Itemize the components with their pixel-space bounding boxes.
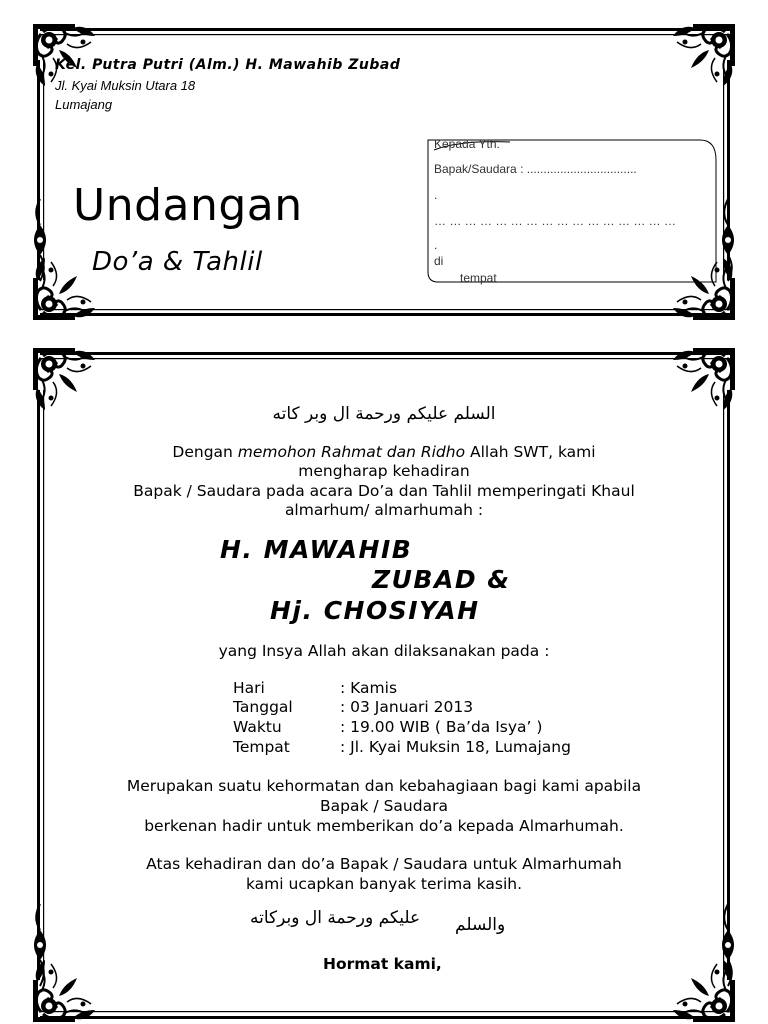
address-dot-2: .	[434, 238, 438, 252]
address-di: di	[434, 254, 444, 268]
closing-arabic-b: والسلم	[455, 915, 506, 935]
address-dots-line: … … … … … … … … … … … … … … … …	[434, 214, 677, 228]
honor-line-3: berkenan hadir untuk memberikan do’a kepada Almarhumah.	[144, 817, 624, 835]
invitation-title: Undangan	[73, 180, 303, 231]
detail-hari-value: : Kamis	[340, 679, 398, 697]
intro-line-3: Bapak / Saudara pada acara Do’a dan Tahlil memperingati Khaul	[133, 482, 635, 500]
sender-family: Kel. Putra Putri (Alm.) H. Mawahib Zubad	[55, 57, 401, 73]
closing-arabic-a: عليكم ورحمة ال وبركاته	[250, 908, 421, 928]
sender-street: Jl. Kyai Muksin Utara 18	[55, 78, 196, 93]
deceased-name-line-3: Hj. CHOSIYAH	[270, 596, 480, 625]
invitation-subtitle: Do’a & Tahlil	[92, 247, 263, 277]
deceased-name-line-1: H. MAWAHIB	[220, 535, 413, 564]
honor-line-1: Merupakan suatu kehormatan dan kebahagiaan bagi kami apabila	[126, 777, 642, 795]
intro-part-1: Dengan	[172, 443, 238, 461]
detail-tempat-value: : Jl. Kyai Muksin 18, Lumajang	[340, 738, 571, 756]
greeting-arabic: السلم عليكم ورحمة ال وبر كاته	[272, 404, 496, 424]
intro-part-2: Allah SWT, kami	[465, 443, 596, 461]
thanks-line-1: Atas kehadiran dan do’a Bapak / Saudara untuk Almarhumah	[146, 855, 622, 873]
detail-hari-label: Hari	[233, 679, 265, 697]
intro-line-1	[40, 443, 728, 462]
intro-line-4: almarhum/ almarhumah :	[284, 501, 484, 519]
detail-waktu-value: : 19.00 WIB ( Ba’da Isya’ )	[340, 718, 543, 736]
detail-tanggal-label: Tanggal	[233, 698, 293, 716]
thanks-line-2: kami ucapkan banyak terima kasih.	[245, 875, 523, 893]
honor-line-2: Bapak / Saudara	[320, 797, 448, 815]
schedule-intro: yang Insya Allah akan dilaksanakan pada :	[218, 642, 550, 660]
address-dot-1: .	[434, 188, 438, 202]
detail-tanggal-value: : 03 Januari 2013	[340, 698, 474, 716]
intro-line-2: mengharap kehadiran	[298, 462, 470, 480]
sender-city: Lumajang	[55, 97, 113, 112]
address-to: Kepada Yth.	[434, 137, 500, 151]
intro-italic: memohon Rahmat dan Ridho	[237, 443, 466, 461]
detail-tempat-label: Tempat	[233, 738, 290, 756]
detail-waktu-label: Waktu	[233, 718, 282, 736]
deceased-name-line-2: ZUBAD &	[372, 565, 511, 594]
address-recipient: Bapak/Saudara : .................................	[434, 162, 637, 176]
signoff: Hormat kami,	[323, 955, 442, 973]
address-tempat: tempat	[460, 271, 497, 285]
